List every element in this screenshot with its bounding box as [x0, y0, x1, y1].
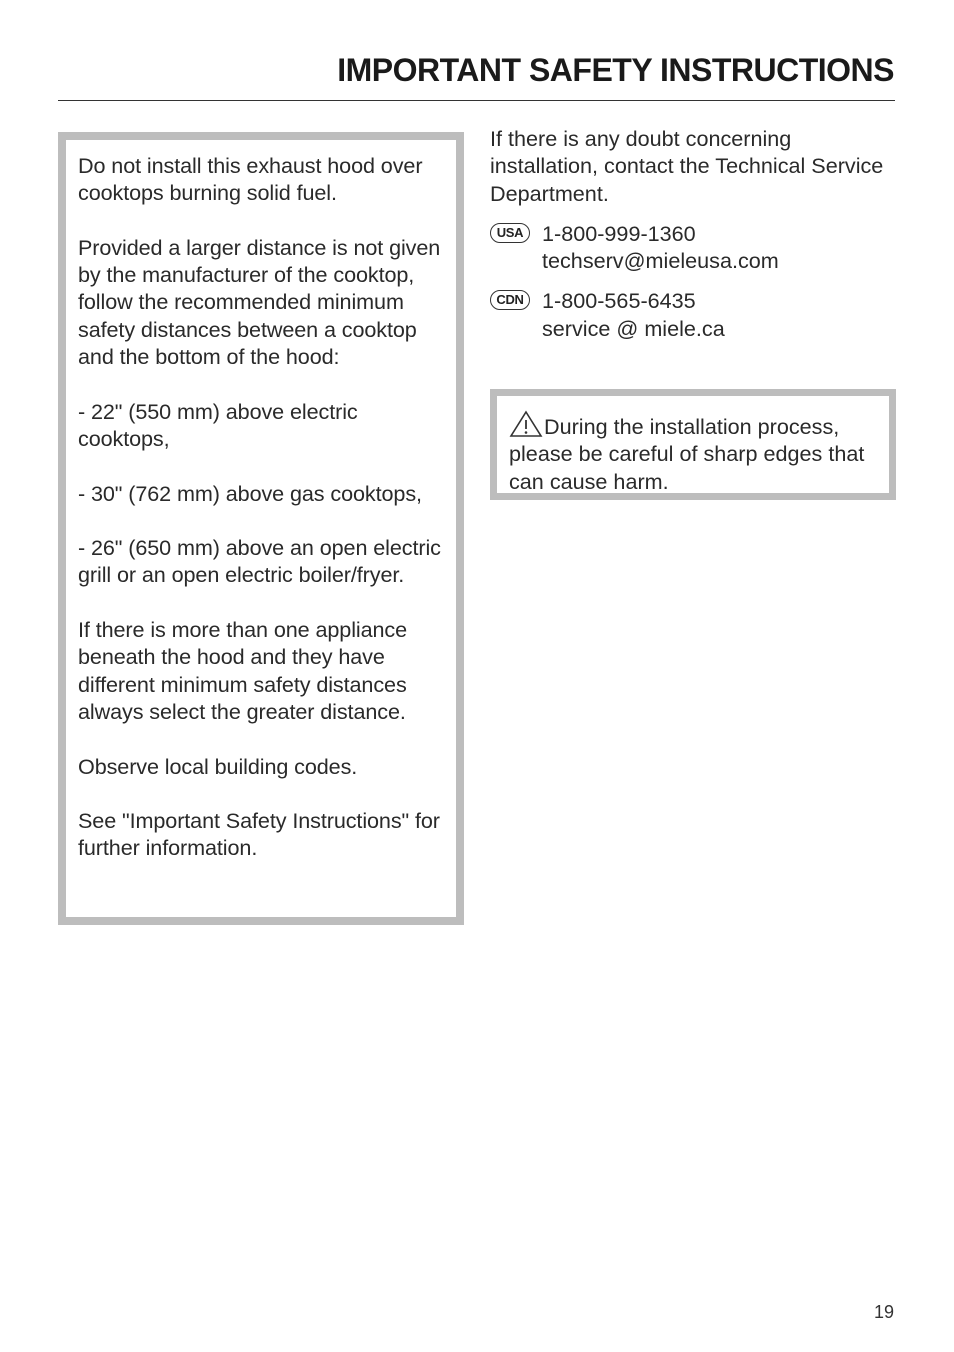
note-paragraph: If there is more than one appliance beneath the hood and they have different minimum safety distances always select the greater distance. [78, 617, 408, 724]
note-paragraph: - 30" (762 mm) above gas cooktops, [78, 480, 422, 506]
warning-text: During the installation process, please be careful of sharp edges that can cause harm. [509, 414, 865, 494]
cdn-badge: CDN [490, 290, 530, 310]
usa-phone: 1-800-999-1360 [542, 220, 696, 246]
warning-box [490, 389, 896, 500]
contact-usa [490, 220, 896, 275]
page-number: 19 [873, 1302, 894, 1322]
usa-badge: USA [490, 223, 530, 243]
cdn-phone: 1-800-565-6435 [542, 288, 696, 314]
note-paragraph: See "Important Safety Instructions" for further information. [78, 808, 440, 861]
title-divider [58, 100, 895, 101]
page-title: IMPORTANT SAFETY INSTRUCTIONS [337, 52, 894, 88]
note-paragraph: - 26" (650 mm) above an open electric grill or an open electric boiler/fryer. [78, 535, 441, 588]
cdn-email: service @ miele.ca [542, 315, 725, 341]
installation-notes-box [58, 132, 464, 925]
contact-intro: If there is any doubt concerning installation, contact the Technical Service Department. [490, 126, 884, 206]
note-paragraph: - 22" (550 mm) above electric cooktops, [78, 398, 358, 451]
note-paragraph: Do not install this exhaust hood over cooktops burning solid fuel. [78, 153, 423, 206]
usa-email: techserv@mieleusa.com [542, 248, 779, 274]
contact-canada [490, 287, 896, 342]
note-paragraph: Observe local building codes. [78, 753, 358, 779]
warning-triangle-icon [509, 410, 543, 438]
service-contact-section [490, 125, 896, 342]
note-paragraph: Provided a larger distance is not given by the manufacturer of the cooktop, follow the recommended minimum safety distances between a cooktop and the bottom of the hood: [78, 234, 441, 370]
